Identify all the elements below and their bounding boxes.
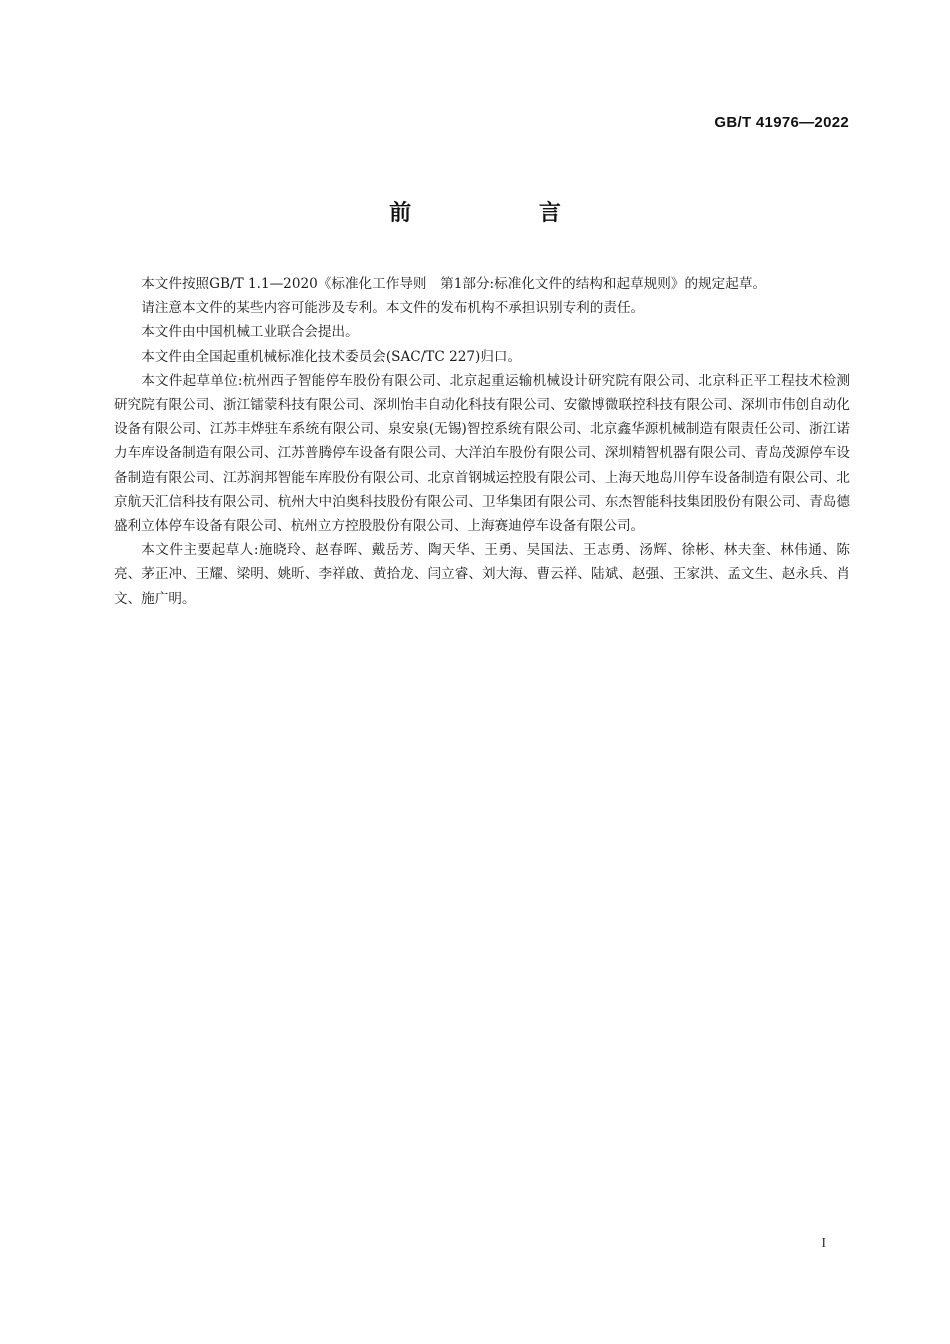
paragraph-patent-notice: 请注意本文件的某些内容可能涉及专利。本文件的发布机构不承担识别专利的责任。 [141, 300, 645, 317]
page-number: I [821, 1236, 826, 1251]
paragraph-drafting-units: 本文件起草单位:杭州西子智能停车股份有限公司、北京起重运输机械设计研究院有限公司、北京科正平工程技术检测研究院有限公司、浙江镭蒙科技有限公司、深圳怡丰自动化科技有限公司、安徽博微联控科技有限公司、深圳市伟创自动化设备有限公司、江苏丰烨驻车系统有限公司、泉安泉(无锡)智控系统有限公司、北京鑫华源机械制造有限责任公司、浙江诺力车库设备制造有限公司、江苏普腾停车设备有限公司、大洋泊车股份有限公司、深圳精智机器有限公司、青岛茂源停车设备制造有限公司、江苏润邦智能车库股份有限公司、北京首钢城运控股有限公司、上海天地岛川停车设备制造有限公司、北京航天汇信科技有限公司、杭州大中泊奥科技股份有限公司、卫华集团有限公司、东杰智能科技集团股份有限公司、青岛德盛利立体停车设备有限公司、杭州立方控股股份有限公司、上海赛迪停车设备有限公司。 [114, 372, 850, 535]
standard-number: GB/T 41976—2022 [714, 114, 849, 131]
paragraph-technical-committee: 本文件由全国起重机械标准化技术委员会(SAC/TC 227)归口。 [141, 348, 522, 365]
foreword-body [114, 272, 850, 611]
paragraph-proposer: 本文件由中国机械工业联合会提出。 [141, 324, 359, 341]
paragraph-main-drafters: 本文件主要起草人:施晓玲、赵春晖、戴岳芳、陶天华、王勇、吴国法、王志勇、汤辉、徐彬、林夫奎、林伟通、陈亮、茅正冲、王耀、梁明、姚昕、李祥啟、黄拾龙、闫立睿、刘大海、曹云祥、陆斌、赵强、王家洪、孟文生、赵永兵、肖文、施广明。 [114, 542, 850, 607]
paragraph-drafting-rules: 本文件按照GB/T 1.1—2020《标准化工作导则 第1部分:标准化文件的结构和起草规则》的规定起草。 [141, 276, 767, 292]
page-title: 前 言 [389, 201, 621, 226]
